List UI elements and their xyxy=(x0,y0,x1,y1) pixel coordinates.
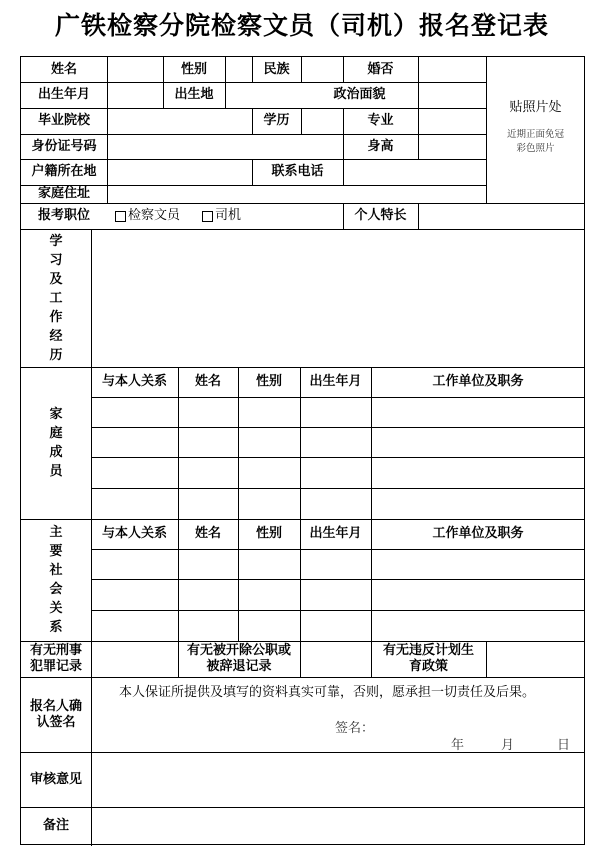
field-marital[interactable] xyxy=(418,57,486,82)
registration-form xyxy=(20,56,585,845)
label-education: 学历 xyxy=(263,113,290,128)
social-header-birth: 出生年月 xyxy=(309,526,362,541)
label-confirm-signature: 报名人确认签名 xyxy=(29,698,82,730)
field-birth-date[interactable] xyxy=(107,82,163,108)
label-remarks: 备注 xyxy=(42,818,69,833)
label-school: 毕业院校 xyxy=(37,113,90,128)
field-hukou[interactable] xyxy=(107,159,252,185)
social-label: 主要社会关系 xyxy=(49,525,63,635)
label-address: 家庭住址 xyxy=(37,186,90,201)
checkbox-driver[interactable] xyxy=(202,211,213,222)
social-table-body[interactable] xyxy=(91,549,585,641)
signature-label: 签名： xyxy=(335,721,375,736)
photo-area[interactable] xyxy=(486,57,585,203)
family-label: 家庭成员 xyxy=(49,407,63,479)
date-month: 月 xyxy=(501,738,515,753)
checkbox-clerk[interactable] xyxy=(115,211,126,222)
label-political: 政治面貌 xyxy=(333,87,386,102)
confirm-area[interactable] xyxy=(91,677,585,752)
label-birth-date: 出生年月 xyxy=(37,87,90,102)
label-ethnicity: 民族 xyxy=(263,61,290,77)
social-header-gender: 性别 xyxy=(255,526,282,541)
field-height[interactable] xyxy=(418,134,486,159)
date-year: 年 xyxy=(451,738,465,753)
field-study-work[interactable] xyxy=(91,229,585,367)
field-address[interactable] xyxy=(107,185,486,203)
label-criminal-record: 有无刑事犯罪记录 xyxy=(29,643,82,674)
label-name: 姓名 xyxy=(50,61,77,77)
form-title: 广铁检察分院检察文员（司机）报名登记表 xyxy=(54,11,549,40)
section-family xyxy=(21,367,91,519)
study-work-label: 学习及工作经历 xyxy=(49,233,63,363)
label-dismissal-record: 有无被开除公职或被辞退记录 xyxy=(186,643,291,674)
label-family-planning: 有无违反计划生育政策 xyxy=(382,643,474,674)
field-birthplace[interactable] xyxy=(225,82,301,108)
field-school[interactable] xyxy=(107,108,252,134)
option-driver-label: 司机 xyxy=(215,208,242,223)
field-family-planning[interactable] xyxy=(486,641,585,677)
option-clerk-label: 检察文员 xyxy=(128,208,181,223)
label-birthplace: 出生地 xyxy=(174,87,214,102)
family-header-relation: 与本人关系 xyxy=(101,374,167,389)
label-height: 身高 xyxy=(367,138,394,154)
label-specialty: 个人特长 xyxy=(354,208,407,223)
social-header-work: 工作单位及职务 xyxy=(432,526,524,541)
section-social xyxy=(21,519,91,641)
social-header-name: 姓名 xyxy=(194,526,221,541)
family-header-birth: 出生年月 xyxy=(309,374,362,389)
field-political[interactable] xyxy=(418,82,486,108)
label-phone: 联系电话 xyxy=(271,164,324,179)
photo-label: 贴照片处 xyxy=(509,100,562,115)
field-review[interactable] xyxy=(91,752,585,807)
field-remarks[interactable] xyxy=(91,807,585,845)
position-options xyxy=(107,203,343,229)
section-study-work xyxy=(21,229,91,367)
photo-note: 近期正面免冠彩色照片 xyxy=(506,129,564,154)
field-dismissal-record[interactable] xyxy=(300,641,371,677)
family-header-work: 工作单位及职务 xyxy=(432,374,524,389)
field-education[interactable] xyxy=(301,108,343,134)
family-table-body[interactable] xyxy=(91,397,585,519)
label-review: 审核意见 xyxy=(29,771,82,787)
label-id-number: 身份证号码 xyxy=(31,138,97,154)
family-header-gender: 性别 xyxy=(255,374,282,389)
confirm-statement: 本人保证所提供及填写的资料真实可靠，否则，愿承担一切责任及后果。 xyxy=(119,685,536,700)
label-marital: 婚否 xyxy=(367,61,394,77)
label-hukou: 户籍所在地 xyxy=(31,164,97,179)
label-major: 专业 xyxy=(367,113,394,128)
field-specialty[interactable] xyxy=(418,203,585,229)
label-position: 报考职位 xyxy=(37,208,90,223)
field-name[interactable] xyxy=(107,57,163,82)
family-header-name: 姓名 xyxy=(194,374,221,389)
field-gender[interactable] xyxy=(225,57,252,82)
field-id-number[interactable] xyxy=(107,134,343,159)
field-phone[interactable] xyxy=(343,159,486,185)
social-header-relation: 与本人关系 xyxy=(101,526,167,541)
field-major[interactable] xyxy=(418,108,486,134)
label-gender: 性别 xyxy=(180,61,207,77)
date-day: 日 xyxy=(557,738,571,753)
field-criminal-record[interactable] xyxy=(91,641,178,677)
field-ethnicity[interactable] xyxy=(301,57,343,82)
